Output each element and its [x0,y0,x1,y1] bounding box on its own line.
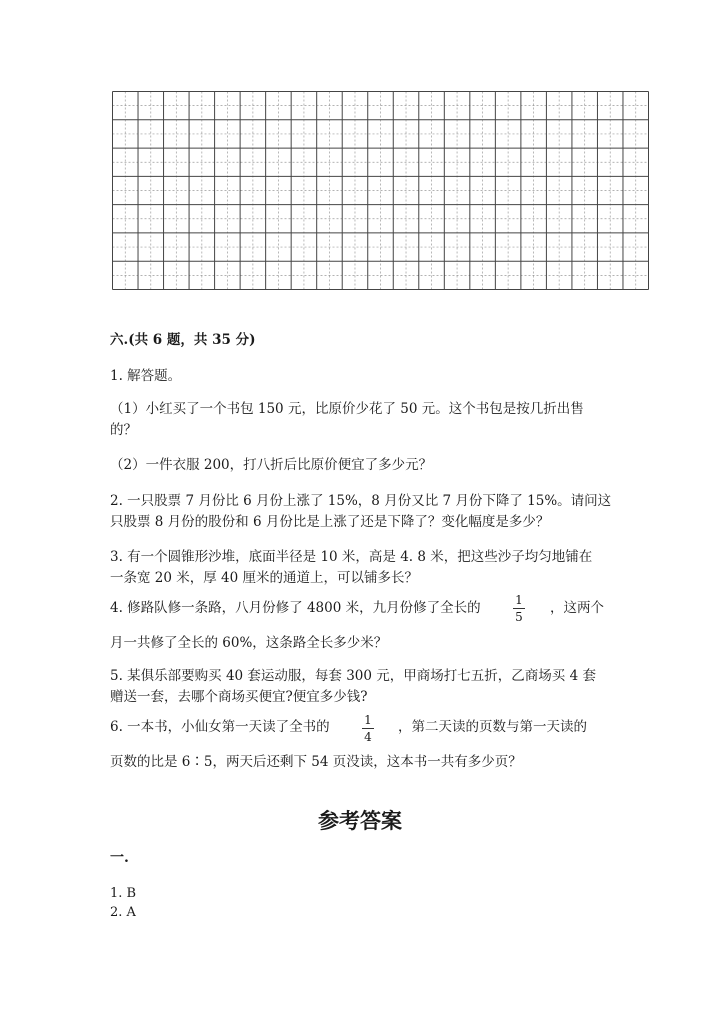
fraction-bar [362,728,374,729]
writing-grid-svg [112,91,649,290]
q2-line2: 只股票 8 月份的股份和 6 月份比是上涨了还是下降了？变化幅度是多少？ [110,514,550,530]
q6-fraction-denominator: 4 [364,730,372,744]
q5-line1: 5. 某俱乐部要购买 40 套运动服，每套 300 元，甲商场打七五折，乙商场买 4 套 [110,668,596,684]
answers-title: 参考答案 [318,809,402,833]
q6-line1-a: 6. 一本书，小仙女第一天读了全书的 [110,719,330,735]
answer-item-1: 1. B [110,886,137,901]
q4-line1-b: ，这两个 [550,600,604,616]
q6-line2: 页数的比是 6∶5，两天后还剩下 54 页没读，这本书一共有多少页？ [110,754,522,770]
q6-fraction [362,713,374,744]
q1-2: （2）一件衣服 200，打八折后比原价便宜了多少元？ [110,457,433,473]
q1-1-line1: （1）小红买了一个书包 150 元，比原价少花了 50 元。这个书包是按几折出售 [110,401,584,417]
q2-line1: 2. 一只股票 7 月份比 6 月份上涨了 15%，8 月份又比 7 月份下降了 15%。请问这 [110,493,612,509]
q4-line1-a: 4. 修路队修一条路，八月份修了 4800 米，九月份修了全长的 [110,600,481,616]
answers-section-label: 一. [110,850,129,866]
q4-fraction-denominator: 5 [515,610,523,624]
writing-grid [112,91,649,290]
q3-line2: 一条宽 20 米，厚 40 厘米的通道上，可以铺多长？ [110,570,419,586]
q4-fraction [513,593,525,624]
q4-fraction-numerator: 1 [515,593,523,607]
q5-line2: 赠送一套，去哪个商场买便宜?便宜多少钱? [110,689,368,705]
q6-line1-b: ，第二天读的页数与第一天读的 [398,719,587,735]
fraction-bar [513,608,525,609]
q1-1-line2: 的？ [110,422,137,438]
q6-fraction-numerator: 1 [364,713,372,727]
q4-line2: 月一共修了全长的 60%，这条路全长多少米？ [110,635,388,651]
q3-line1: 3. 有一个圆锥形沙堆，底面半径是 10 米，高是 4. 8 米，把这些沙子均匀地铺在 [110,549,593,565]
answer-item-2: 2. A [110,905,136,920]
section-title: 六.(共 6 题，共 35 分) [110,332,256,348]
q1-label: 1. 解答题。 [110,368,182,384]
